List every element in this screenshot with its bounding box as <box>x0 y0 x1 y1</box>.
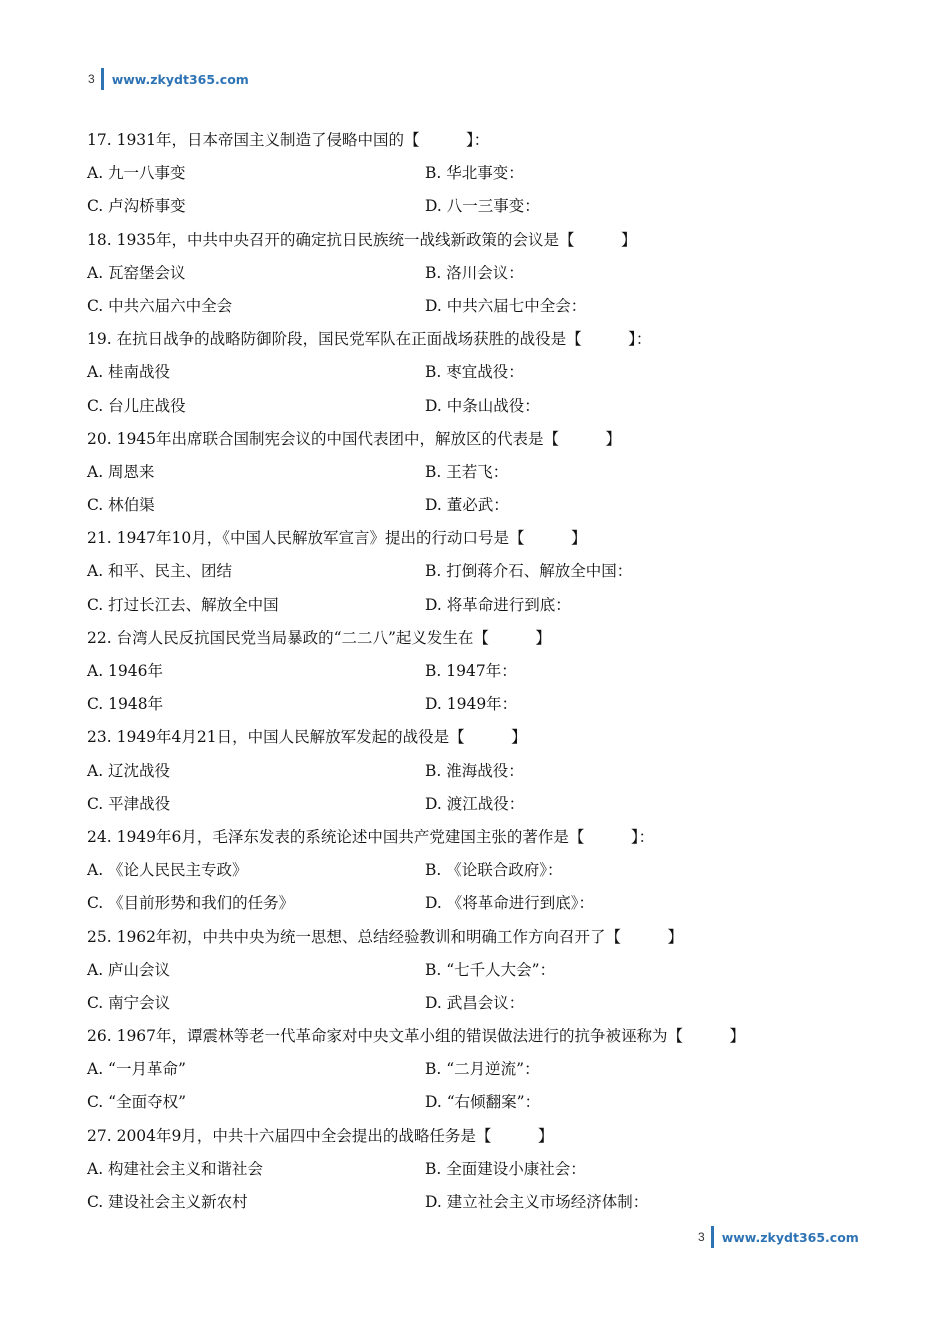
option-a: A. 周恩来 <box>87 462 155 481</box>
header-divider <box>101 68 104 90</box>
option-b: B. 枣宜战役： <box>425 363 524 382</box>
option-d: D. “右倾翻案”： <box>425 1093 541 1112</box>
option-row <box>87 854 877 887</box>
option-b: B. “二月逆流”： <box>425 1060 540 1079</box>
option-a: A. 1946年 <box>87 662 163 680</box>
option-d: D. 中条山战役： <box>425 396 540 415</box>
option-b: B. 《论联合政府》： <box>425 861 563 880</box>
question-stem: 27. 2004年9月，中共十六届四中全会提出的战略任务是【 】 <box>87 1126 554 1145</box>
option-a: A. “一月革命” <box>87 1060 186 1079</box>
option-row <box>87 1153 877 1186</box>
option-row <box>87 655 877 688</box>
option-b: B. 华北事变： <box>425 164 524 183</box>
option-d: D. 《将革命进行到底》： <box>425 894 594 913</box>
option-row <box>87 555 877 588</box>
option-row <box>87 1086 877 1119</box>
question-list <box>87 124 877 1219</box>
option-d: D. 董必武： <box>425 496 509 515</box>
question-stem: 20. 1945年出席联合国制宪会议的中国代表团中，解放区的代表是【 】 <box>87 429 622 448</box>
option-c: C. 中共六届六中全会 <box>87 296 233 315</box>
footer-divider <box>711 1226 714 1248</box>
option-row <box>87 157 877 190</box>
option-d: D. 1949年： <box>425 695 518 714</box>
option-b: B. 1947年： <box>425 662 517 680</box>
option-a: A. 九一八事变 <box>87 164 186 183</box>
option-c: C. 卢沟桥事变 <box>87 197 186 216</box>
option-a: A. 和平、民主、团结 <box>87 562 233 581</box>
option-d: D. 中共六届七中全会： <box>425 296 587 315</box>
option-row <box>87 356 877 389</box>
option-row <box>87 190 877 223</box>
option-d: D. 渡江战役： <box>425 794 525 813</box>
option-b: B. 打倒蒋介石、解放全中国： <box>425 562 633 581</box>
option-row <box>87 987 877 1020</box>
option-row <box>87 290 877 323</box>
option-d: D. 将革命进行到底： <box>425 595 571 614</box>
header-site-link[interactable]: www.zkydt365.com <box>111 71 249 87</box>
option-a: A. 桂南战役 <box>87 363 171 382</box>
option-c: C. 《目前形势和我们的任务》 <box>87 894 295 913</box>
option-row <box>87 1186 877 1219</box>
option-c: C. 1948年 <box>87 695 164 714</box>
option-row <box>87 1053 877 1086</box>
option-c: C. 建设社会主义新农村 <box>87 1193 248 1211</box>
option-c: C. “全面夺权” <box>87 1093 187 1112</box>
option-row <box>87 788 877 821</box>
option-a: A. 庐山会议 <box>87 960 171 979</box>
option-c: C. 南宁会议 <box>87 993 171 1012</box>
option-b: B. 淮海战役： <box>425 761 524 780</box>
option-c: C. 林伯渠 <box>87 496 155 515</box>
option-d: D. 建立社会主义市场经济体制： <box>425 1193 649 1211</box>
question-stem: 26. 1967年，谭震林等老一代革命家对中央文革小组的错误做法进行的抗争被诬称为【 】 <box>87 1027 746 1046</box>
question-stem: 23. 1949年4月21日，中国人民解放军发起的战役是【 】 <box>87 728 527 747</box>
option-b: B. 王若飞： <box>425 462 509 481</box>
option-row <box>87 755 877 788</box>
option-d: D. 八一三事变： <box>425 197 540 216</box>
option-a: A. 辽沈战役 <box>87 761 171 780</box>
question-stem: 24. 1949年6月，毛泽东发表的系统论述中国共产党建国主张的著作是【 】： <box>87 827 655 846</box>
option-row <box>87 489 877 522</box>
option-a: A. 瓦窑堡会议 <box>87 263 186 282</box>
question-stem: 22. 台湾人民反抗国民党当局暴政的“二二八”起义发生在【 】 <box>87 628 551 647</box>
option-c: C. 平津战役 <box>87 794 171 813</box>
option-row <box>87 887 877 920</box>
page-header <box>88 68 249 90</box>
header-page-number: 3 <box>88 72 95 86</box>
option-a: A. 《论人民民主专政》 <box>87 861 248 880</box>
option-row <box>87 954 877 987</box>
footer-site-link[interactable]: www.zkydt365.com <box>721 1229 859 1245</box>
option-a: A. 构建社会主义和谐社会 <box>87 1159 264 1178</box>
option-b: B. 洛川会议： <box>425 263 524 282</box>
option-c: C. 台儿庄战役 <box>87 396 186 415</box>
footer-page-number: 3 <box>698 1230 705 1244</box>
option-row <box>87 589 877 622</box>
option-b: B. “七千人大会”： <box>425 960 556 979</box>
option-d: D. 武昌会议： <box>425 993 525 1012</box>
option-row <box>87 390 877 423</box>
option-row <box>87 688 877 721</box>
option-b: B. 全面建设小康社会： <box>425 1159 586 1178</box>
question-stem: 21. 1947年10月，《中国人民解放军宣言》提出的行动口号是【 】 <box>87 529 587 548</box>
option-row <box>87 456 877 489</box>
question-stem: 19. 在抗日战争的战略防御阶段，国民党军队在正面战场获胜的战役是【 】： <box>87 330 652 349</box>
option-c: C. 打过长江去、解放全中国 <box>87 595 279 614</box>
question-stem: 18. 1935年，中共中央召开的确定抗日民族统一战线新政策的会议是【 】 <box>87 230 637 249</box>
question-stem: 17. 1931年，日本帝国主义制造了侵略中国的【 】： <box>87 131 490 149</box>
page-footer <box>698 1226 859 1248</box>
option-row <box>87 257 877 290</box>
question-stem: 25. 1962年初，中共中央为统一思想、总结经验教训和明确工作方向召开了【 】 <box>87 927 684 946</box>
